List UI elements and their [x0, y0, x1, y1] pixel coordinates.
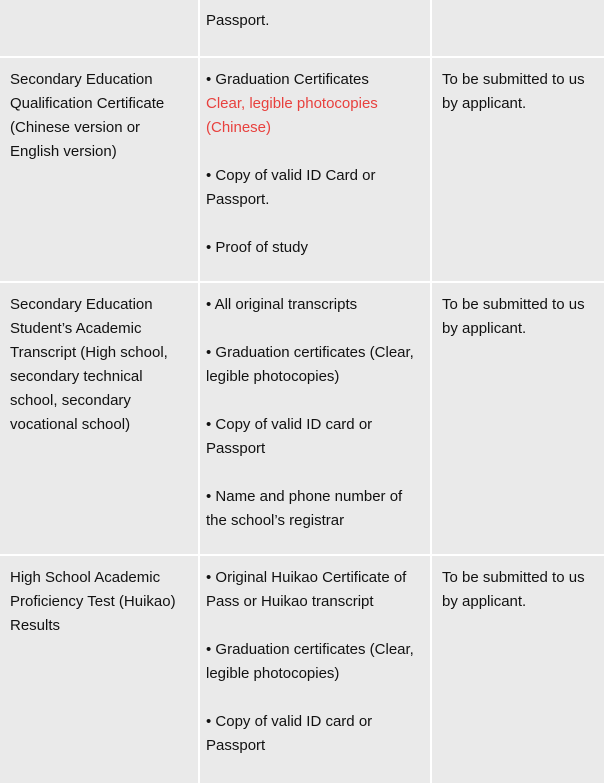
- requirements-cell: [200, 0, 430, 56]
- document-type-text: High School Academic Proficiency Test (Huikao) Results: [10, 569, 176, 634]
- document-type-cell: [0, 556, 198, 783]
- submission-text: To be submitted to us by applicant.: [442, 569, 585, 610]
- requirement-item: • Name and phone number of the school’s registrar: [206, 488, 403, 529]
- submission-cell: [432, 283, 604, 554]
- document-type-cell: [0, 283, 198, 554]
- requirement-item: • Copy of valid ID card or Passport: [206, 713, 373, 754]
- requirement-item: • Copy of valid ID Card or Passport.: [206, 167, 376, 208]
- document-type-text: Secondary Education Qualification Certificate (Chinese version or English version): [10, 71, 165, 160]
- requirements-cell: [200, 58, 430, 281]
- table-row: [0, 0, 604, 56]
- requirement-item: • Copy of valid ID card or Passport: [206, 416, 373, 457]
- submission-text: To be submitted to us by applicant.: [442, 71, 585, 112]
- document-type-cell: [0, 0, 198, 56]
- requirement-item: • Graduation certificates (Clear, legible photocopies): [206, 641, 414, 682]
- requirements-cell: [200, 283, 430, 554]
- requirement-item: • All original transcripts: [206, 296, 358, 313]
- table-row: [0, 58, 604, 281]
- submission-text: To be submitted to us by applicant.: [442, 296, 585, 337]
- highlight-note: Clear, legible photocopies (Chinese): [206, 95, 378, 136]
- requirement-item: • Original Huikao Certificate of Pass or Huikao transcript: [206, 569, 407, 610]
- table-row: [0, 283, 604, 554]
- document-type-cell: [0, 58, 198, 281]
- requirement-text: • Graduation Certificates: [206, 71, 369, 88]
- submission-cell: [432, 0, 604, 56]
- document-type-text: Secondary Education Student’s Academic Transcript (High school, secondary technical school, secondary vocational school): [10, 296, 168, 433]
- table-row: [0, 556, 604, 783]
- requirement-text: Passport.: [206, 12, 270, 29]
- requirements-cell: [200, 556, 430, 783]
- requirement-item: [206, 68, 424, 140]
- requirement-item: • Graduation certificates (Clear, legible photocopies): [206, 344, 414, 385]
- submission-cell: [432, 556, 604, 783]
- submission-cell: [432, 58, 604, 281]
- requirement-item: • Proof of study: [206, 239, 308, 256]
